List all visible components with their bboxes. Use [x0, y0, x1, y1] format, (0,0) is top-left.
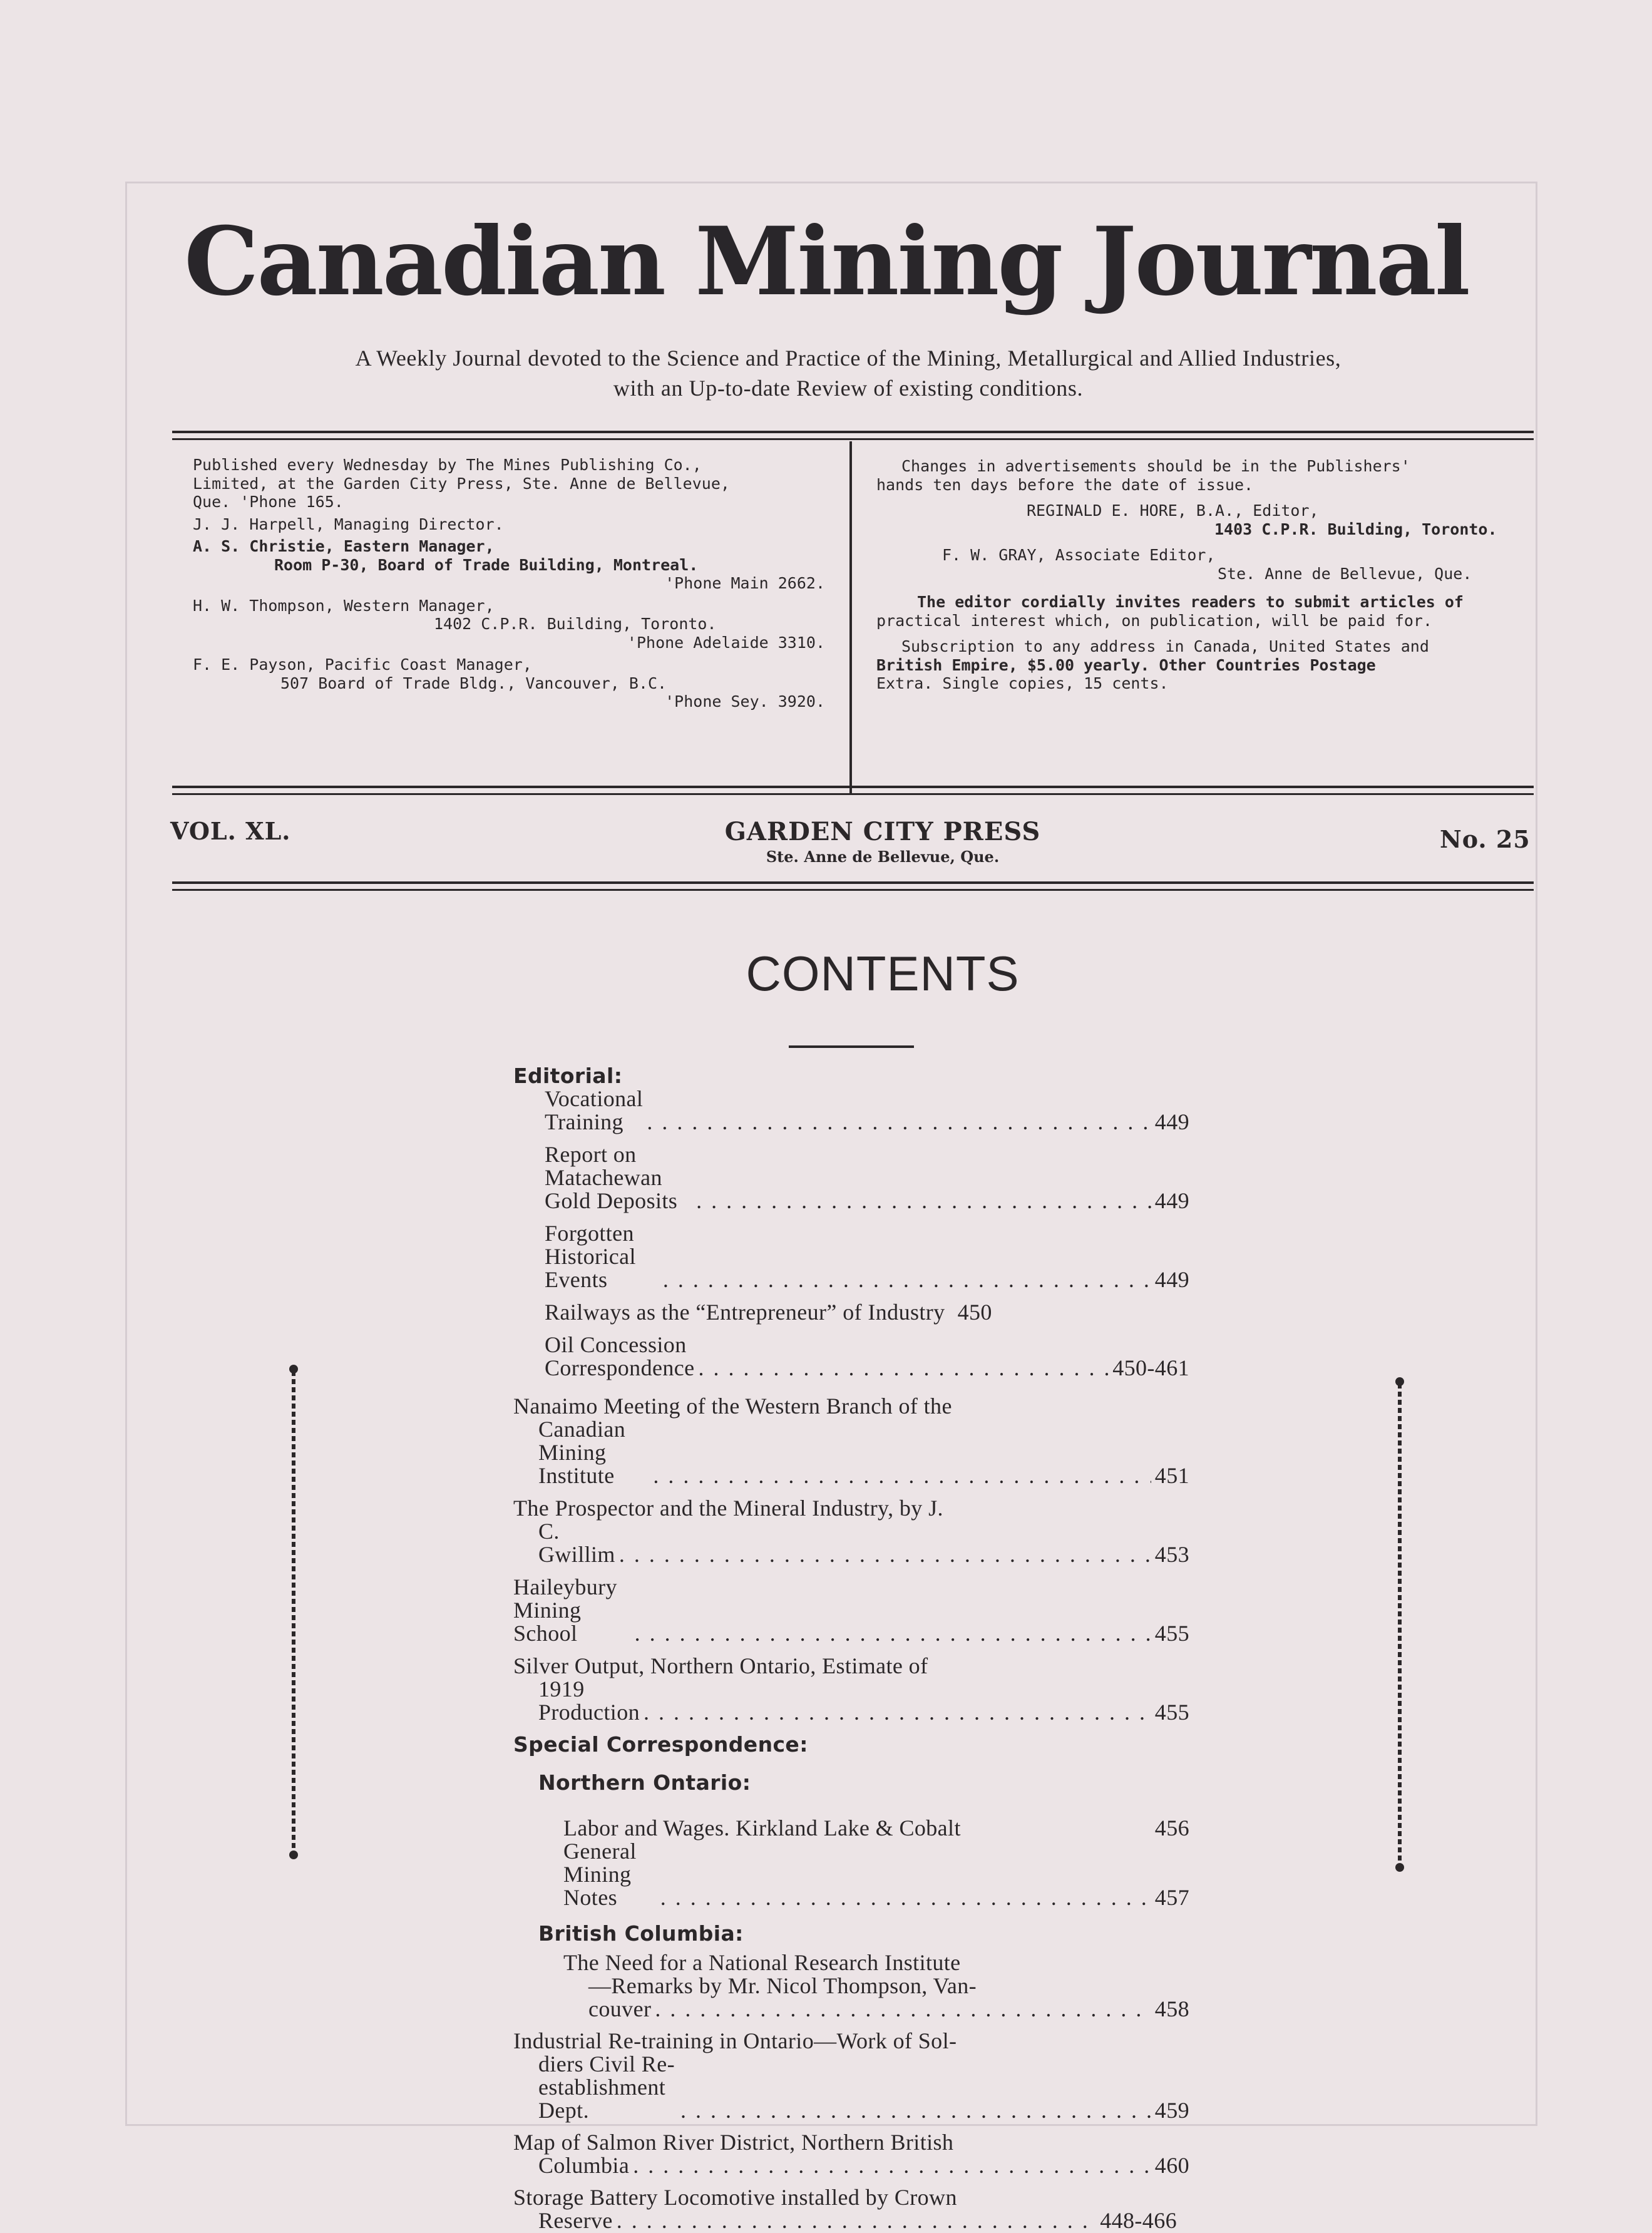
pub-line: Published every Wednesday by The Mines Publishing Co.,: [193, 456, 702, 474]
pub-line: 1403 C.P.R. Building, Toronto.: [1214, 520, 1497, 538]
journal-tagline: [175, 343, 1521, 403]
dot-leader: [633, 2154, 1151, 2177]
toc-entry-line: Silver Output, Northern Ontario, Estimate of: [513, 1653, 928, 1678]
masthead-rule-upper: [172, 786, 1534, 788]
toc-entry-title: Columbia: [538, 2153, 630, 2178]
toc-entry[interactable]: [513, 2030, 1189, 2122]
pub-line: Ste. Anne de Bellevue, Que.: [1218, 564, 1472, 583]
tagline-line-2: with an Up-to-date Review of existing conditions.: [613, 376, 1084, 401]
pub-line: Room P-30, Board of Trade Building, Montreal.: [274, 555, 699, 574]
pub-line: Extra. Single copies, 15 cents.: [876, 674, 1169, 692]
pub-line: 'Phone Adelaide 3310.: [627, 633, 825, 652]
pub-line: F. E. Payson, Pacific Coast Manager,: [193, 655, 532, 674]
dot-leader: [635, 1622, 1151, 1645]
table-of-contents: [513, 1064, 1189, 2232]
toc-entry-title: Railways as the “Entrepreneur” of Industry: [545, 1300, 945, 1325]
contents-heading: CONTENTS: [746, 946, 1020, 1001]
top-rule-lower: [172, 438, 1534, 440]
toc-entry-title: Haileybury Mining School: [513, 1574, 617, 1646]
pub-line: practical interest which, on publication, will be paid for.: [876, 611, 1433, 630]
tagline-line-1: A Weekly Journal devoted to the Science and Practice of the Mining, Metallurgical and Allied Industries,: [355, 346, 1342, 371]
toc-entry-page: 455: [1154, 1621, 1189, 1646]
decorative-chain-left: [292, 1371, 295, 1853]
journal-title: Canadian Mining Journal: [184, 207, 1469, 317]
toc-entry[interactable]: [563, 1840, 1189, 1909]
column-divider: [849, 441, 852, 794]
toc-entry-title: General Mining Notes: [563, 1839, 637, 1910]
toc-entry-title: diers Civil Re-establishment Dept.: [538, 2051, 675, 2123]
toc-entry[interactable]: [513, 2186, 1177, 2232]
toc-entry[interactable]: [513, 1497, 1189, 1566]
publisher-info-left: [193, 456, 825, 711]
decorative-chain-right: [1398, 1383, 1402, 1866]
toc-entry[interactable]: [545, 1333, 1189, 1380]
toc-entry-page: 460: [1154, 2153, 1189, 2178]
toc-entry[interactable]: [513, 2131, 1189, 2177]
pub-line: British Empire, $5.00 yearly. Other Countries Postage: [876, 655, 1376, 674]
pub-line: REGINALD E. HORE, B.A., Editor,: [1027, 501, 1319, 520]
toc-entry-title: C. Gwillim: [538, 1519, 615, 1567]
toc-entry-line: Industrial Re-training in Ontario—Work of Sol-: [513, 2028, 957, 2053]
toc-entry[interactable]: [545, 1222, 1189, 1291]
toc-entry-page: 457: [1154, 1885, 1189, 1910]
dot-leader: [696, 1189, 1151, 1213]
dot-leader: [680, 2099, 1151, 2122]
pub-line: H. W. Thompson, Western Manager,: [193, 596, 495, 615]
toc-entry-title: Vocational Training: [545, 1086, 644, 1134]
toc-entry-title: Canadian Mining Institute: [538, 1417, 626, 1488]
dot-leader: [663, 1268, 1151, 1291]
pub-line: Changes in advertisements should be in the Publishers': [901, 457, 1410, 475]
toc-entry-line: Storage Battery Locomotive installed by Crown: [513, 2185, 957, 2210]
press-name: GARDEN CITY PRESS: [724, 817, 1041, 846]
press-block: [626, 817, 1139, 866]
toc-entry-page: 450: [957, 1300, 992, 1325]
issue-rule-lower: [172, 889, 1534, 891]
volume-number: VOL. XL.: [170, 817, 291, 845]
toc-entry-title: Reserve: [538, 2208, 613, 2233]
dot-leader: [617, 2209, 1096, 2232]
toc-entry-page: 453: [1154, 1542, 1189, 1567]
dot-leader: [647, 1111, 1151, 1134]
toc-entry-page: 458: [1154, 1996, 1189, 2021]
pub-line: Subscription to any address in Canada, United States and: [901, 637, 1429, 655]
toc-entry-page: 456: [1154, 1815, 1189, 1840]
dot-leader: [619, 1543, 1151, 1566]
dot-leader: [660, 1886, 1151, 1909]
toc-entry-page: 449: [1154, 1188, 1189, 1213]
toc-entry-page: 448-466: [1100, 2208, 1177, 2233]
pub-line: The editor cordially invites readers to submit articles of: [917, 593, 1464, 611]
toc-entry-title: Forgotten Historical Events: [545, 1221, 636, 1292]
pub-line: 'Phone Sey. 3920.: [665, 692, 825, 711]
toc-entry-page: 449: [1154, 1109, 1189, 1134]
editorial-list: [513, 1087, 1189, 1380]
toc-entry-line: Map of Salmon River District, Northern British: [513, 2130, 954, 2155]
toc-entry-page: 455: [1154, 1700, 1189, 1725]
toc-entry[interactable]: [563, 1817, 1189, 1840]
toc-entry-line: The Prospector and the Mineral Industry, by J.: [513, 1496, 943, 1521]
toc-entry[interactable]: [513, 1395, 1189, 1487]
toc-entry[interactable]: [513, 1655, 1189, 1724]
toc-entry-title: Labor and Wages. Kirkland Lake & Cobalt: [563, 1815, 961, 1840]
northern-ontario-heading: Northern Ontario:: [538, 1770, 751, 1795]
dot-leader: [653, 1464, 1151, 1487]
toc-entry[interactable]: [513, 1951, 1189, 2021]
contents-underline: [789, 1045, 914, 1048]
northern-ontario-list: [513, 1817, 1189, 1909]
editorial-heading: Editorial:: [513, 1064, 623, 1088]
top-rule-upper: [172, 431, 1534, 433]
issue-rule-upper: [172, 881, 1534, 884]
pub-line: Limited, at the Garden City Press, Ste. Anne de Bellevue,: [193, 474, 730, 493]
toc-entry[interactable]: [513, 1576, 1189, 1645]
pub-line: 507 Board of Trade Bldg., Vancouver, B.C.: [280, 674, 667, 692]
publisher-info-right: [876, 457, 1537, 693]
toc-entry-line: The Need for a National Research Institute: [563, 1950, 961, 1975]
toc-entry[interactable]: [545, 1301, 1189, 1324]
toc-entry-line: Nanaimo Meeting of the Western Branch of the: [513, 1394, 952, 1419]
dot-leader: [644, 1701, 1151, 1724]
toc-entry-title: Oil Concession Correspondence: [545, 1332, 695, 1380]
pub-line: Que. 'Phone 165.: [193, 493, 344, 511]
toc-entry-page: 450-461: [1112, 1355, 1189, 1380]
toc-entry-title: Report on Matachewan Gold Deposits: [545, 1142, 678, 1213]
press-location: Ste. Anne de Bellevue, Que.: [766, 848, 1000, 866]
issue-number: No. 25: [1440, 825, 1531, 853]
toc-entry-title: couver: [588, 1996, 652, 2021]
toc-entry[interactable]: [545, 1087, 1189, 1134]
toc-entry-page: 459: [1154, 2098, 1189, 2123]
toc-entry-page: 449: [1154, 1267, 1189, 1292]
pub-line: J. J. Harpell, Managing Director.: [193, 515, 504, 533]
pub-line: F. W. GRAY, Associate Editor,: [942, 546, 1216, 564]
pub-line: 'Phone Main 2662.: [665, 574, 825, 592]
special-correspondence-heading: Special Correspondence:: [513, 1732, 808, 1757]
toc-entry-title: 1919 Production: [538, 1676, 640, 1725]
dot-leader: [699, 1357, 1109, 1380]
pub-line: A. S. Christie, Eastern Manager,: [193, 537, 495, 555]
pub-line: 1402 C.P.R. Building, Toronto.: [434, 615, 717, 633]
toc-entry-line: —Remarks by Mr. Nicol Thompson, Van-: [588, 1973, 977, 1998]
british-columbia-heading: British Columbia:: [538, 1921, 744, 1946]
toc-entry-page: 451: [1154, 1463, 1189, 1488]
masthead-rule-lower: [172, 793, 1534, 795]
pub-line: hands ten days before the date of issue.: [876, 475, 1254, 494]
toc-entry[interactable]: [545, 1143, 1189, 1213]
dot-leader: [655, 1998, 1151, 2021]
